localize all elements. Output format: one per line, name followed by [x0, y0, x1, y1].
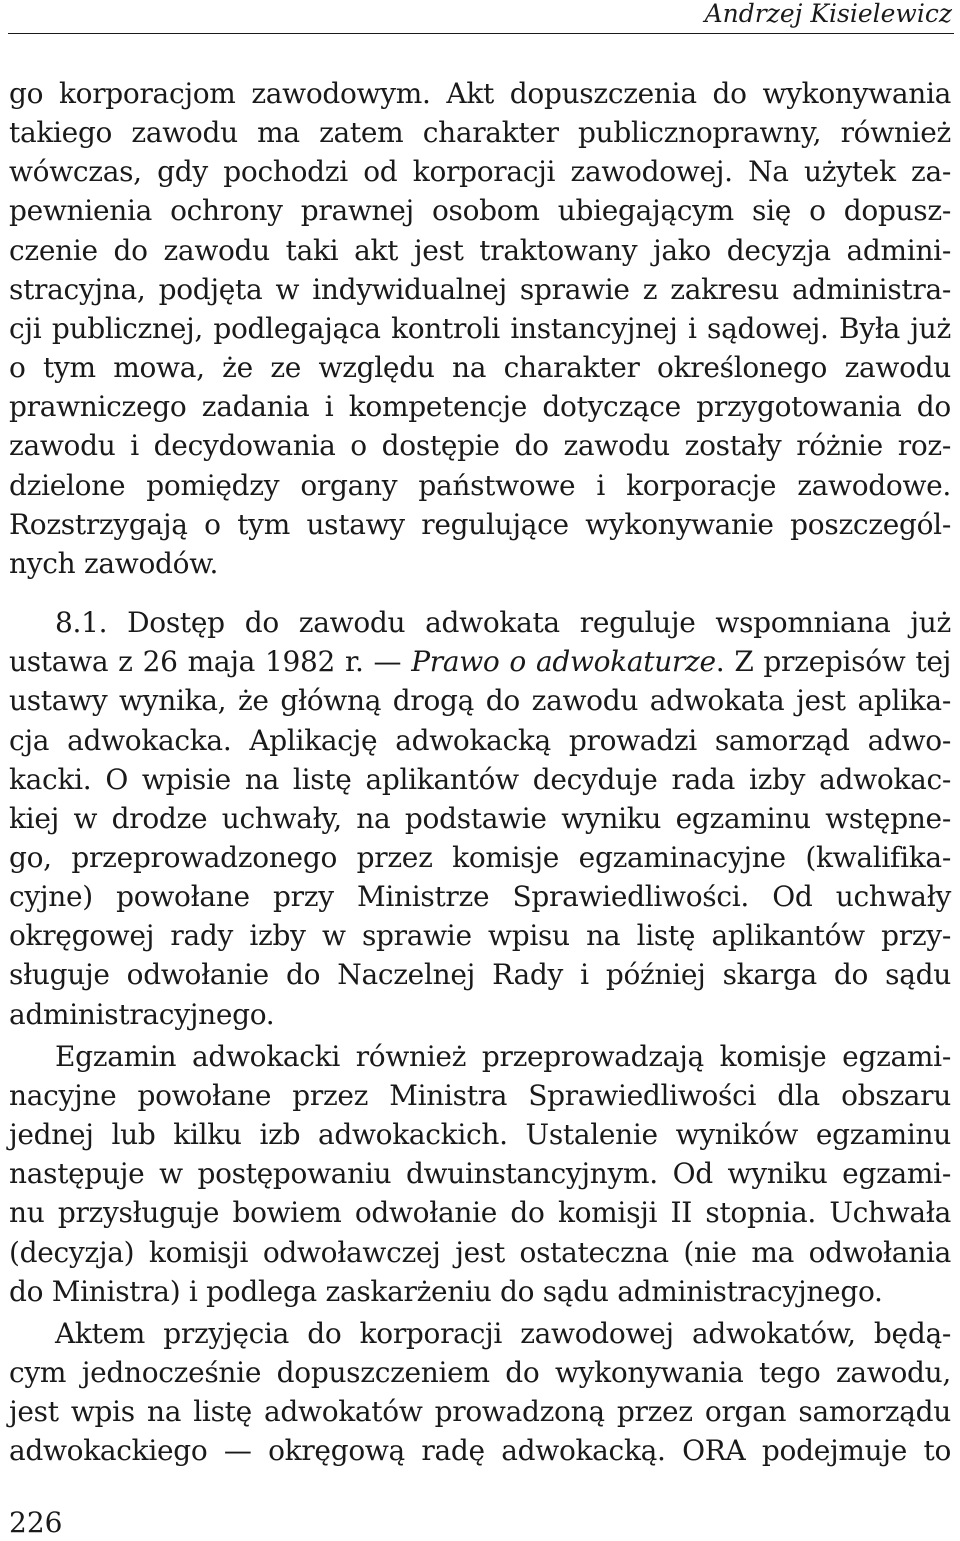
text-line: kiej w drodze uchwały, na podstawie wyniku egzaminu wstępne- — [9, 801, 951, 835]
text-line: pewnienia ochrony prawnej osobom ubiegającym się o dopusz- — [9, 194, 951, 228]
header-rule — [8, 33, 954, 34]
text-line: do Ministra) i podlega zaskarżeniu do sądu administracyjnego. — [9, 1274, 883, 1308]
text-line: administracyjnego. — [9, 997, 275, 1031]
text-line: jednej lub kilku izb adwokackich. Ustalenie wyników egzaminu — [9, 1118, 951, 1152]
text-run: . Z przepisów tej — [715, 645, 951, 679]
text-line: nych zawodów. — [9, 546, 219, 580]
page-number: 226 — [9, 1506, 63, 1539]
text-run: ustawa z 26 maja 1982 r. — — [9, 645, 412, 679]
text-line: nacyjne powołane przez Ministra Sprawiedliwości dla obszaru — [9, 1078, 951, 1112]
text-line: zawodu i decydowania o dostępie do zawodu zostały różnie roz- — [9, 429, 951, 463]
text-line: kacki. O wpisie na listę aplikantów decyduje rada izby adwokac- — [9, 762, 951, 796]
text-line: okręgowej rady izby w sprawie wpisu na listę aplikantów przy- — [9, 919, 951, 953]
text-line: nu przysługuje bowiem odwołanie do komisji II stopnia. Uchwała — [9, 1196, 951, 1230]
text-line: ustawy wynika, że główną drogą do zawodu adwokata jest aplika- — [9, 684, 951, 718]
text-line: cji publicznej, podlegająca kontroli instancyjnej i sądowej. Była już — [9, 311, 951, 345]
text-line: prawniczego zadania i kompetencje dotyczące przygotowania do — [9, 390, 951, 424]
text-line: stracyjna, podjęta w indywidualnej sprawie z zakresu administra- — [9, 272, 951, 306]
text-line: Aktem przyjęcia do korporacji zawodowej adwokatów, będą- — [55, 1316, 951, 1350]
text-line: następuje w postępowaniu dwuinstancyjnym. Od wyniku egzami- — [9, 1157, 951, 1191]
act-title: Prawo o adwokaturze — [411, 645, 716, 679]
text-line: takiego zawodu ma zatem charakter publicznoprawny, również — [9, 116, 951, 150]
text-line: go korporacjom zawodowym. Akt dopuszczenia do wykonywania — [9, 77, 951, 110]
text-line: jest wpis na listę adwokatów prowadzoną przez organ samorządu — [9, 1395, 951, 1429]
paragraph-section-8-1 — [9, 603, 951, 1034]
text-line: sługuje odwołanie do Naczelnej Rady i później skarga do sądu — [9, 958, 951, 992]
text-line: dzielone pomiędzy organy państwowe i korporacje zawodowe. — [9, 468, 951, 502]
text-line: cyjne) powołane przy Ministrze Sprawiedliwości. Od uchwały — [9, 880, 951, 914]
text-line: (decyzja) komisji odwoławczej jest ostateczna (nie ma odwołania — [9, 1235, 951, 1269]
paragraph-4 — [9, 1314, 951, 1471]
text-line: czenie do zawodu taki akt jest traktowany jako decyzja admini- — [9, 233, 951, 267]
text-line: go, przeprowadzonego przez komisje egzaminacyjne (kwalifika- — [9, 840, 951, 874]
text-line: Rozstrzygają o tym ustawy regulujące wykonywanie poszczegól- — [9, 507, 951, 541]
text-line: 8.1. Dostęp do zawodu adwokata reguluje wspomniana już — [55, 606, 951, 640]
paragraph-spacer — [9, 583, 951, 603]
text-line: cja adwokacka. Aplikację adwokacką prowadzi samorząd adwo- — [9, 723, 951, 757]
text-line: adwokackiego — okręgową radę adwokacką. ORA podejmuje to — [9, 1434, 951, 1468]
paragraph-3 — [9, 1037, 951, 1311]
text-line: o tym mowa, że ze względu na charakter określonego zawodu — [9, 351, 951, 385]
body-text — [9, 74, 951, 1470]
text-line: Egzamin adwokacki również przeprowadzają komisje egzami- — [55, 1039, 951, 1073]
text-line: wówczas, gdy pochodzi od korporacji zawodowej. Na użytek za- — [9, 155, 951, 189]
paragraph-1 — [9, 74, 951, 583]
text-line: cym jednocześnie dopuszczeniem do wykonywania tego zawodu, — [9, 1356, 951, 1389]
text-line-with-act-title — [9, 642, 951, 681]
running-head-author: Andrzej Kisielewicz — [704, 0, 952, 28]
